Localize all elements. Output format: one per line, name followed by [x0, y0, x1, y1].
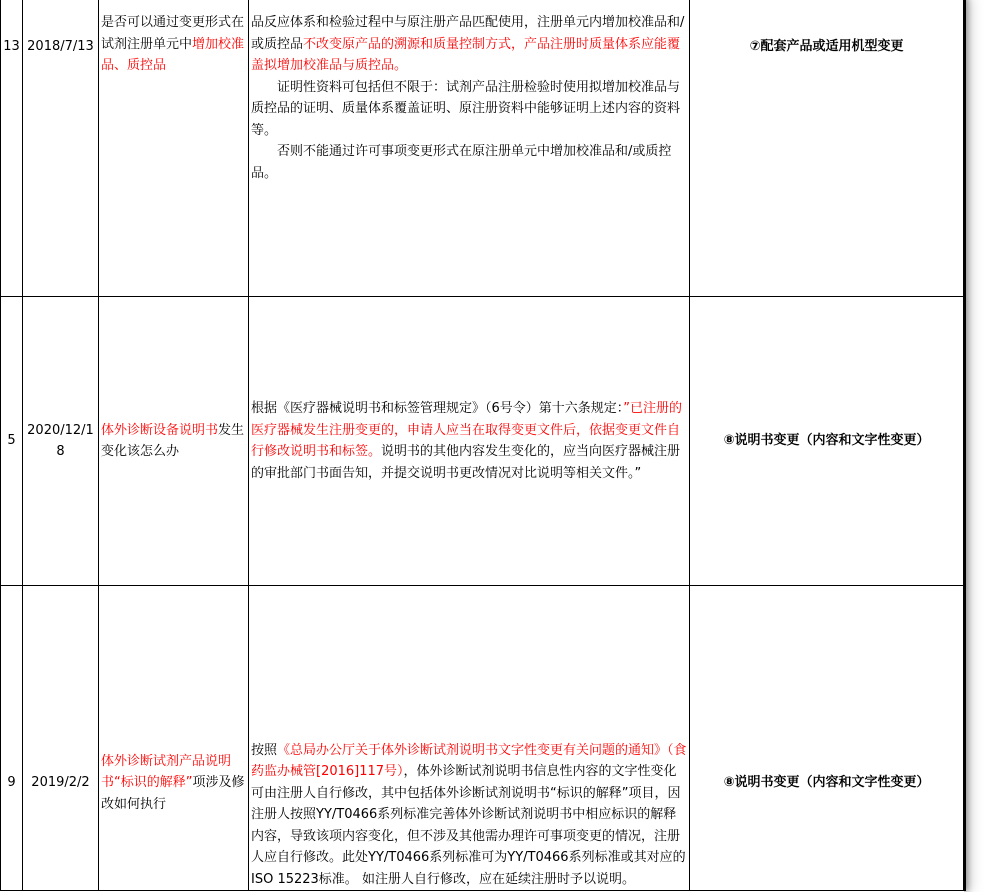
answer-text: 品反应体系和检验过程中与原注册产品匹配使用，注册单元内增加校准品和/或质控品: [251, 15, 685, 52]
date-value: 2018/7/13: [27, 39, 94, 54]
question-highlight: 体外诊断试剂产品说明书“标识的解释”: [101, 753, 232, 791]
answer-text: 按照: [251, 742, 278, 758]
answer-highlight: 《总局办公厅关于体外诊断试剂说明书文字性变更有关问题的通知》（食药监办械管[2016]117号）: [251, 742, 687, 779]
answer-highlight: ”已注册的医疗器械发生注册变更的，申请人应当在取得变更文件后，依据变更文件自行修改说明书和标签。: [251, 401, 683, 459]
row-number: 13: [3, 39, 20, 54]
question-text: 是否可以通过变更形式在试剂注册单元中: [101, 15, 245, 52]
date-value: 2019/2/2: [31, 775, 90, 791]
answer-cell[interactable]: [249, 0, 690, 297]
answer-text: 说明书的其他内容发生变化的，应当向医疗器械注册的审批部门书面告知，并提交说明书更改情况对比说明等相关文件。”: [251, 444, 681, 481]
date-cell[interactable]: [23, 0, 99, 297]
table-row: [1, 297, 965, 586]
table-row: [1, 0, 965, 297]
row-number-cell[interactable]: [1, 586, 23, 891]
answer-cell[interactable]: [249, 297, 690, 586]
category-cell[interactable]: [690, 586, 965, 891]
date-value: 2020/12/18: [27, 422, 94, 459]
question-cell[interactable]: [99, 586, 249, 891]
category-cell[interactable]: [690, 297, 965, 586]
date-cell[interactable]: [23, 586, 99, 891]
question-highlight: 增加校准品、质控品: [101, 36, 245, 73]
question-text: 发生变化该怎么办: [101, 422, 245, 459]
question-cell[interactable]: [99, 0, 249, 297]
row-number: 9: [7, 775, 16, 791]
category-label: ⑧说明书变更（内容和文字性变更）: [723, 433, 930, 449]
category-cell[interactable]: [690, 0, 965, 297]
answer-text: ，体外诊断试剂说明书信息性内容的文字性变化可由注册人自行修改，其中包括体外诊断试剂说明书“标识的解释”项目，因注册人按照YY/T0466系列标准完善体外诊断试剂说明书中相应标识的解释内容，导致该项内容变化，但不涉及其他需办理许可事项变更的情况，注册人应自行修改。此处YY/T0466系列标准可为YY/T0466系列标准或其对应的ISO 15223标准。 如注册人自行修改，应在延续注册时予以说明。: [251, 764, 686, 887]
table-row: [1, 586, 965, 891]
answer-text: 根据《医疗器械说明书和标签管理规定》（6号令）第十六条规定：: [251, 401, 624, 416]
answer-paragraph: [251, 12, 687, 77]
row-number-cell[interactable]: [1, 0, 23, 297]
question-cell[interactable]: [99, 297, 249, 586]
category-label: ⑧说明书变更（内容和文字性变更）: [723, 775, 930, 791]
date-cell[interactable]: [23, 297, 99, 586]
row-number: 5: [7, 433, 16, 449]
answer-paragraph: 否则不能通过许可事项变更形式在原注册单元中增加校准品和/或质控品。: [251, 144, 672, 181]
answer-highlight: 不改变原产品的溯源和质量控制方式，产品注册时质量体系应能覆盖拟增加校准品与质控品。: [251, 36, 681, 73]
answer-cell[interactable]: [249, 586, 690, 891]
row-number-cell[interactable]: [1, 297, 23, 586]
question-highlight: 体外诊断设备说明书: [101, 422, 219, 438]
category-label: ⑦配套产品或适用机型变更: [749, 39, 904, 54]
answer-paragraph: 证明性资料可包括但不限于：试剂产品注册检验时使用拟增加校准品与质控品的证明、质量体系覆盖证明、原注册资料中能够证明上述内容的资料等。: [251, 79, 681, 138]
question-text: 项涉及修改如何执行: [101, 775, 245, 812]
